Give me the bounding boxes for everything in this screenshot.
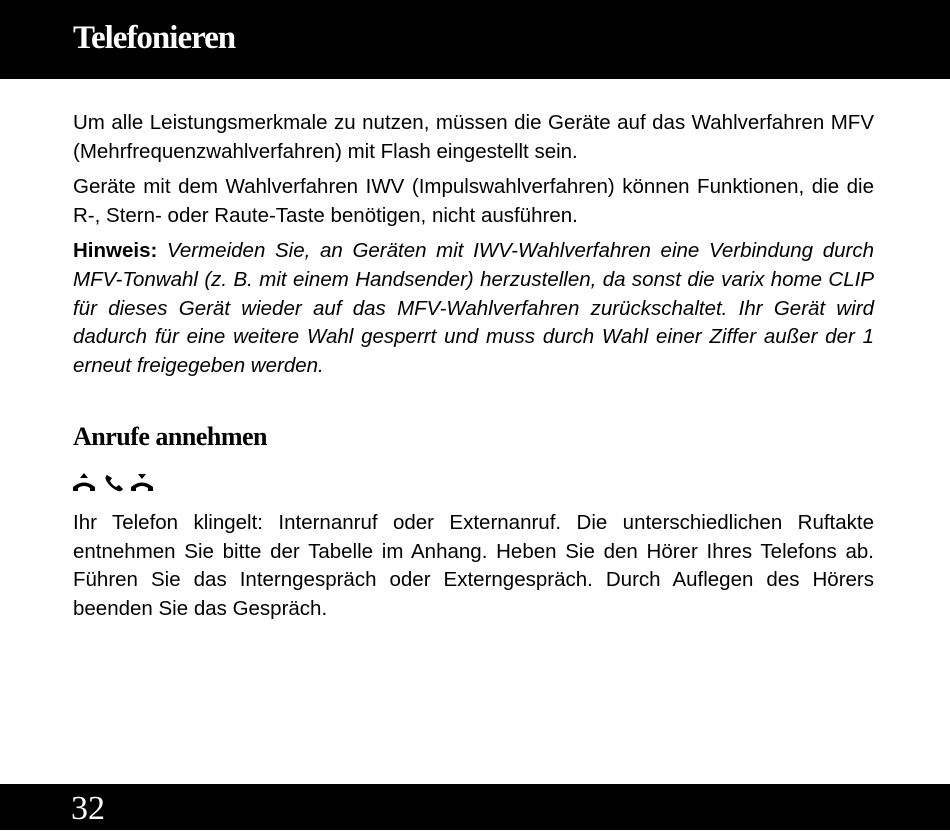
phone-icons bbox=[71, 470, 161, 494]
section-title: Anrufe annehmen bbox=[73, 422, 268, 451]
section-body bbox=[73, 509, 874, 623]
intro-paragraph: Um alle Leistungsmerkmale zu nutzen, müssen die Geräte auf das Wahlverfahren MFV (Mehrfrequenzwahlverfahren) mit Flash eingestellt sein. bbox=[73, 111, 874, 163]
handset-hang-up-icon bbox=[131, 474, 153, 491]
note-paragraph bbox=[73, 237, 874, 380]
section-paragraph: Ihr Telefon klingelt: Internanruf oder Externanruf. Die unterschiedlichen Ruftakte entnehmen Sie bitte der Tabelle im Anhang. Heben Sie den Hörer Ihres Telefons ab. Führen Sie das Interngespräch oder Externgespräch. Durch Auflegen des Hörers beenden Sie das Gespräch. bbox=[73, 511, 874, 620]
intro-text bbox=[73, 109, 874, 380]
intro-paragraph: Geräte mit dem Wahlverfahren IWV (Impulswahlverfahren) können Funktionen, die die R-, Stern- oder Raute-Taste benötigen, nicht ausführen. bbox=[73, 175, 874, 227]
page-number: 32 bbox=[71, 790, 105, 827]
note-text: Vermeiden Sie, an Geräten mit IWV-Wahlverfahren eine Verbindung durch MFV-Tonwahl (z. B. mit einem Handsender) herzustellen, da sonst die varix home CLIP für dieses Gerät wieder auf das MFV-Wahlverfahren zurückschaltet. Ihr Gerät wird dadurch für eine weitere Wahl gesperrt und muss durch Wahl einer Ziffer außer der 1 erneut freigegeben werden. bbox=[73, 239, 874, 377]
handset-lift-icon bbox=[73, 473, 95, 491]
page-title: Telefonieren bbox=[73, 20, 236, 56]
phone-call-icon bbox=[106, 475, 124, 491]
footer-bar bbox=[0, 784, 950, 830]
note-label: Hinweis: bbox=[73, 239, 158, 263]
